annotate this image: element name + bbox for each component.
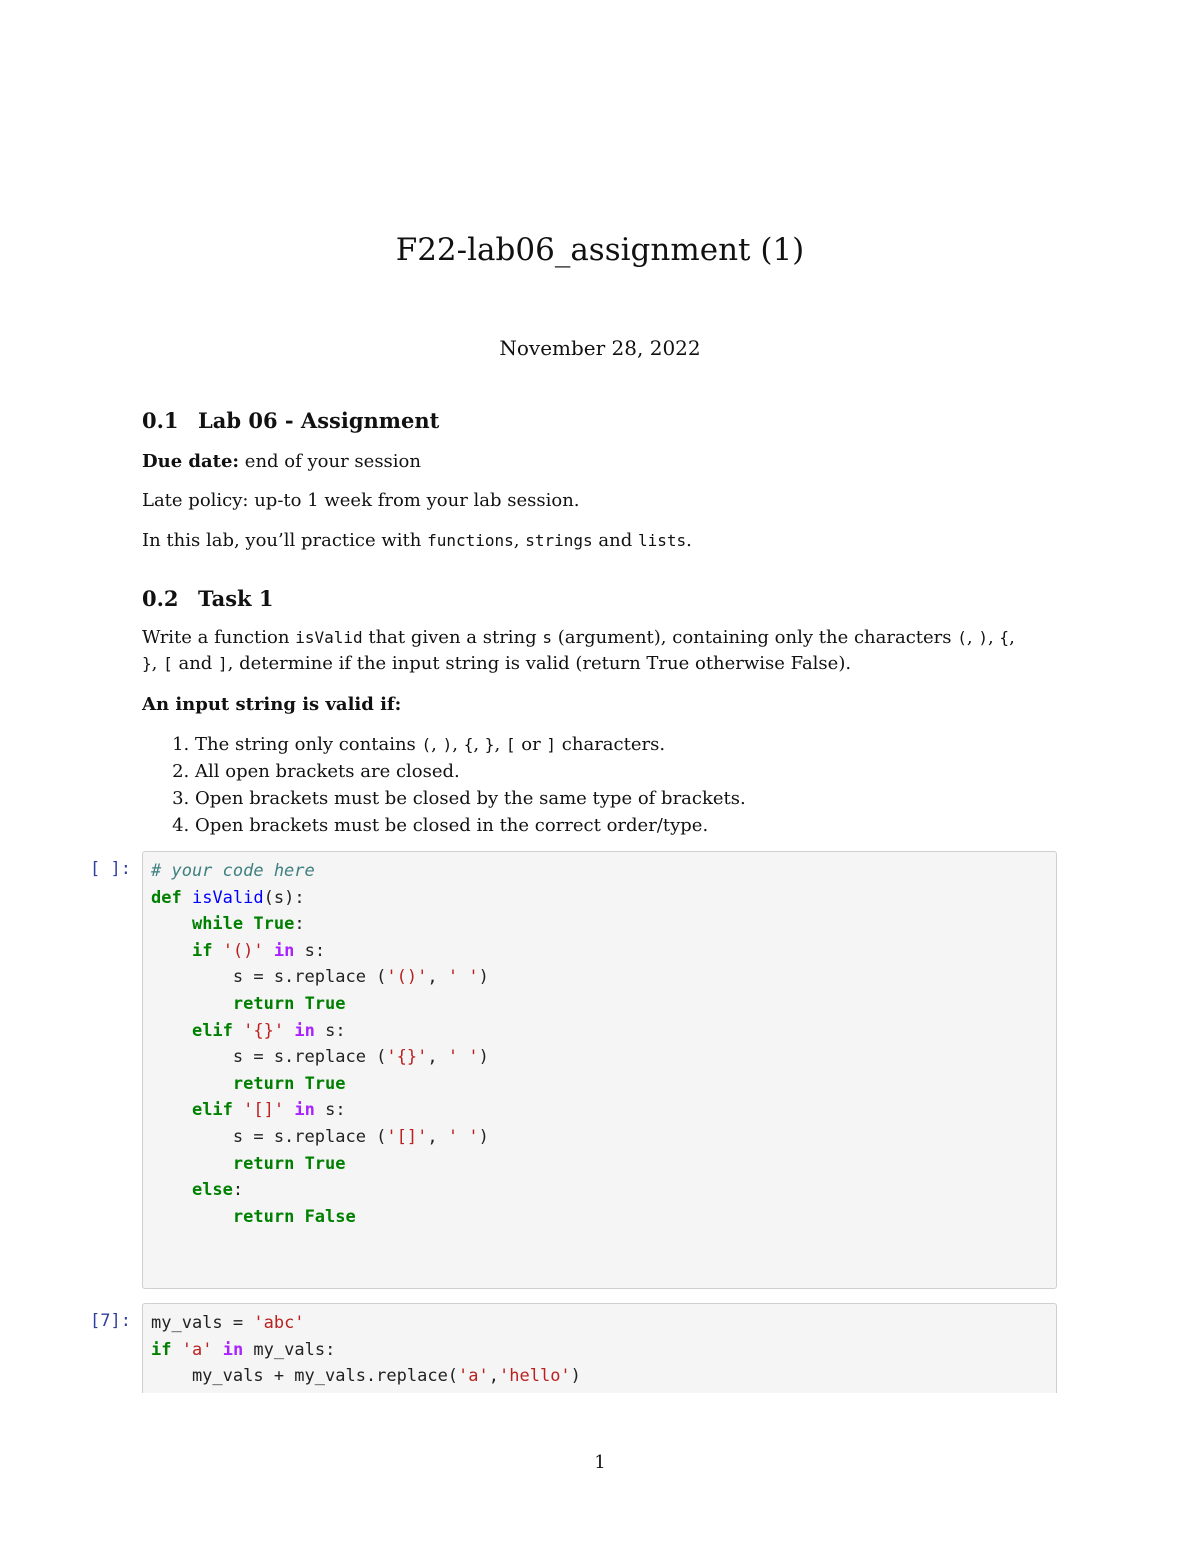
task-description-line-1 [142,625,1062,651]
section-title: Task 1 [198,586,274,611]
rule-code: { [463,735,474,754]
desc-code-bracket: ) [978,628,988,647]
rule-text: The string only contains [195,734,422,755]
desc-text: , determine if the input string is valid (return True otherwise False). [227,653,852,674]
document-title: F22-lab06_assignment (1) [395,232,805,268]
rule-code: ( [421,735,432,754]
desc-text: and [172,653,219,674]
cell-prompt: [ ]: [90,859,131,879]
valid-heading: An input string is valid if: [142,694,402,715]
rule-code: ) [442,735,453,754]
cell-prompt: [7]: [90,1311,131,1331]
code-block: my_vals = 'abc' if 'a' in my_vals: my_vals + my_vals.replace('a','hello') [151,1313,581,1387]
intro-line [142,528,1062,554]
code-cell-isvalid[interactable] [142,851,1057,1289]
desc-code-bracket: ] [218,654,228,673]
intro-text: In this lab, you’ll practice with [142,530,428,551]
intro-text: , [513,530,526,551]
intro-code-strings: strings [525,531,593,550]
section-number: 0.1 [142,408,179,433]
section-heading-task1 [142,584,274,614]
rule-code: [ [505,735,516,754]
task-description-line-2 [142,651,1062,677]
desc-code-s: s [542,628,553,647]
rule-text: or [515,734,547,755]
intro-code-functions: functions [427,531,514,550]
desc-text: , [966,627,979,648]
rule-code: ] [546,735,557,754]
section-number: 0.2 [142,586,179,611]
due-date-value: end of your session [239,451,421,472]
intro-text: . [686,530,692,551]
rule-item: 3. Open brackets must be closed by the same type of brackets. [195,785,1062,812]
desc-text: , [987,627,1000,648]
desc-code-bracket: } [142,654,152,673]
intro-text: and [592,530,638,551]
desc-text: (argument), containing only the characters [552,627,958,648]
page-number: 1 [594,1452,606,1473]
code-block: # your code here def isValid(s): while True: if '()' in s: s = s.replace ('()', ' ') return True elif '{}' in s: s = s.replace ('{}', ' ') return True elif '[]' in s: s = s.replace ('[]', ' ') return True else: return False [151,861,489,1227]
rule-text: characters. [556,734,666,755]
desc-code-bracket: ( [957,628,967,647]
desc-text: , [1009,627,1015,648]
rules-list [142,731,1062,839]
desc-text: , [151,653,164,674]
section-heading-lab06 [142,406,439,436]
rule-item: 4. Open brackets must be closed in the correct order/type. [195,812,1062,839]
section-title: Lab 06 - Assignment [198,408,440,433]
code-cell-my-vals[interactable] [142,1303,1057,1393]
desc-text: that given a string [362,627,543,648]
intro-code-lists: lists [637,531,687,550]
due-date-label: Due date: [142,451,240,472]
desc-code-bracket: { [999,628,1010,647]
due-date-line [142,449,1062,475]
task-description [142,625,1062,677]
late-policy-line: Late policy: up-to 1 week from your lab session. [142,490,580,511]
rule-item: 1. The string only contains (, ), {, }, [ or ] characters. [195,731,1062,758]
rule-code: } [484,735,495,754]
desc-code-isvalid: isValid [295,628,363,647]
desc-text: Write a function [142,627,296,648]
rule-item: 2. All open brackets are closed. [195,758,1062,785]
desc-code-bracket: [ [163,654,173,673]
document-date: November 28, 2022 [499,336,701,360]
